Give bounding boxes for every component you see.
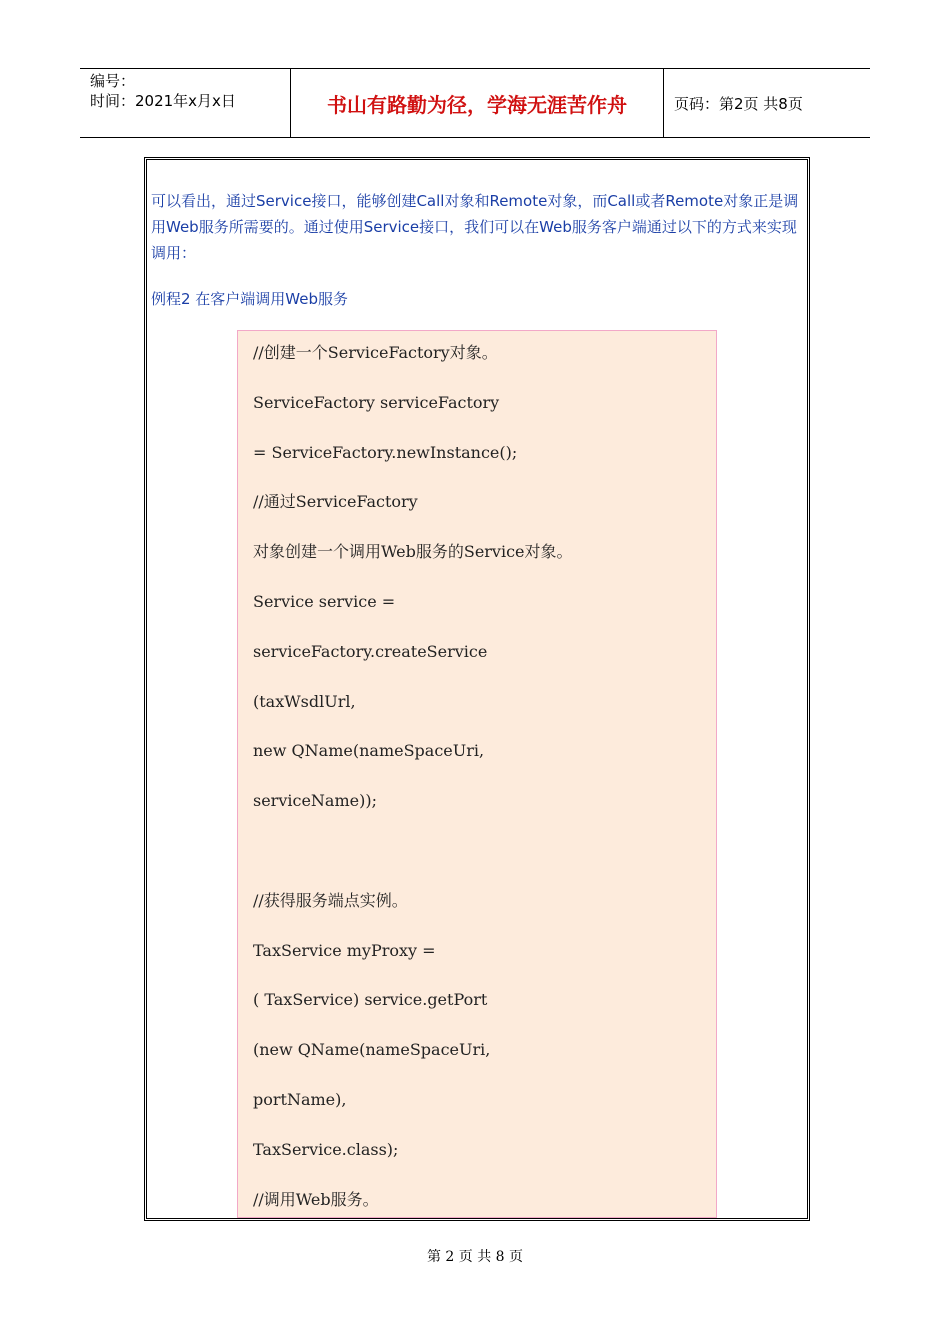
code-line: //调用Web服务。: [253, 1189, 379, 1209]
code-block: [237, 330, 717, 1218]
code-line: 对象创建一个调用Web服务的Service对象。: [253, 542, 573, 562]
code-line: (taxWsdlUrl,: [253, 691, 356, 711]
page-header: [80, 68, 870, 138]
page-footer: 第 2 页 共 8 页: [426, 1249, 524, 1265]
time-label: 时间：2021年x月x日: [90, 92, 236, 110]
code-line: serviceName));: [253, 791, 377, 811]
content-frame: [144, 157, 810, 1221]
code-line: (new QName(nameSpaceUri,: [253, 1040, 491, 1060]
code-line: ServiceFactory serviceFactory: [253, 392, 500, 412]
header-left-cell: [80, 69, 290, 137]
code-line: ( TaxService) service.getPort: [253, 990, 488, 1010]
code-line: Service service =: [253, 592, 396, 611]
code-line: serviceFactory.createService: [253, 641, 488, 661]
number-label: 编号：: [90, 72, 136, 90]
example-title: 例程2 在客户端调用Web服务: [151, 290, 349, 308]
page-label: 页码：第2页 共8页: [674, 94, 803, 113]
code-line: portName),: [253, 1090, 347, 1109]
motto: 书山有路勤为径，学海无涯苦作舟: [290, 69, 664, 137]
code-line: = ServiceFactory.newInstance();: [253, 442, 518, 462]
intro-paragraph: 可以看出，通过Service接口，能够创建Call对象和Remote对象，而Call或者Remote对象正是调用Web服务所需要的。通过使用Service接口，我们可以在Web服务客户端通过以下的方式来实现调用：: [151, 192, 799, 262]
code-line: //获得服务端点实例。: [253, 890, 408, 910]
code-line: //创建一个ServiceFactory对象。: [253, 343, 498, 362]
code-line: TaxService.class);: [253, 1139, 399, 1159]
code-line: //通过ServiceFactory: [253, 492, 418, 512]
code-line: TaxService myProxy =: [253, 940, 436, 960]
code-line: new QName(nameSpaceUri,: [253, 741, 485, 761]
